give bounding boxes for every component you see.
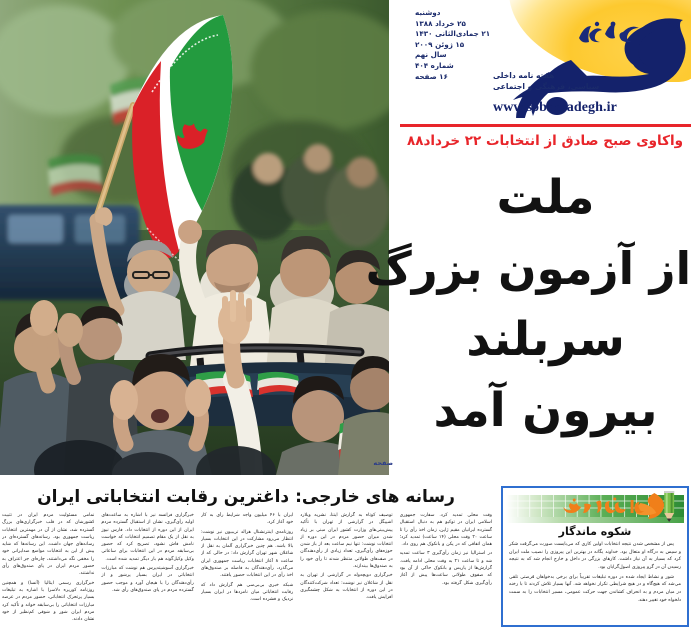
paragraph: روزنامه‌ی اینترنشنال هرالد تریبیون نیز نوشت: انتظار می‌رود مشارکت در این انتخابات بسیار بالا باشد. هم چنین خبرگزاری آلمان به نقل از شاغلان شهر تهران گزارش داد: در حالی که از ساعت ۸ آغاز انتخابات ریاست جمهوری ایران می‌گذرد، رأی‌دهندگان به فاصله بر صندوق‌های اخذ رأی در این انتخابات حضور یافتند. — [200, 529, 294, 579]
paragraph: خبرگزاری آسوشیتدپرس هم نوشت که مبارزات انتخاباتی در ایران بسیار پرشور و از رأی‌دهندگان را با هیجان آورد و موجب حضور گسترده مردم در پای صندوق‌های رأی شد. — [101, 566, 194, 593]
masthead-red-rule — [400, 124, 691, 127]
date-line-jalali: ۲۵ خرداد ۱۳۸۸ — [415, 18, 466, 28]
paragraph: خبرگزاری رسمی ایتالیا (آنسا) و همچنین روزنامه کوریره دلاسرا با اشاره به تبلیغات بسیار پرتحرک انتخاباتی، حضور مردم در عرصه مبارزات انتخاباتی را بی‌سابقه خواند و تأکید کرد مردم ایران شور و شوقی کم‌نظیر از خود نشان دادند. — [2, 580, 95, 623]
article-body-columns — [2, 512, 492, 627]
masthead — [410, 0, 691, 122]
article-column — [400, 512, 492, 627]
paragraph: خبرگزاری فرانسه نیز با اشاره به ساعت‌های اولیه رأی‌گیری، نشان از استقبال گسترده مردم ایران از این دوره از انتخابات داد. فارس نیوز به نقل از یک مقام تصمیم انتخابات که خواست نامش فاش نشود، تصریح کرد که حضور بی‌سابقه مردم در این انتخابات برای ساعاتی وکیل وکیل‌گونه هم بار دیگر تمدید شده است. — [101, 513, 194, 562]
page-count: ۱۶ صفحه — [415, 71, 448, 81]
main-headline — [365, 162, 691, 446]
editorial-banner — [506, 491, 684, 524]
paragraph: پس از مشخص شدن نتیجه انتخابات اولین کاری که می‌بایست صورت می‌گرفت شکر و سپس به درگاه او متعال بود. خداوند یگانه در بهترین این پیروزی را نصیب ملت ایران کرد که بسیار به آن نیاز داشت. کارهای بزرگی در داخل و خارج انجام شد که به نتیجه رسیدن آن در گرو پیروزی اصول‌گرایان بود. — [509, 542, 681, 570]
masthead-tagline — [493, 70, 671, 92]
date-line-gregorian: ۱۵ ژوئن ۲۰۰۹ — [415, 39, 465, 49]
paragraph: ایران با ۴۶ میلیون واجد شرایط رأی به کار خود آغاز کرد. — [200, 513, 294, 526]
article-column — [2, 512, 94, 627]
tagline-line-2: سیاسی، فرهنگی و اجتماعی — [493, 82, 600, 91]
paragraph: تمامی مسئولیت مردم ایران در تثبیت کشورشان که در قلب خبرگزاری‌های بزرگ گسترده شد، نشان از آن در مهمترین انتخابات ریاست جمهوری بود. رسانه‌های گسترده‌ای در رسانه‌های جهان داشت. این رسانه‌ها که شاید پیش از این به انتخابات مواضع ضدایرانی خود را مخفی نگه می‌داشتند، چاره‌ای جز اعتراف به حضور مردم ایران در پای صندوق‌های رأی نداشتند. — [2, 513, 95, 577]
website-url[interactable]: www.sobhesadegh.ir — [493, 100, 617, 115]
article-column — [300, 512, 392, 627]
headline-page-ref: صفحه — [373, 459, 393, 467]
secondary-headline: رسانه های خارجی: داغترین رقابت انتخاباتی ایران — [37, 487, 455, 507]
headline-line-2: از آزمون بزرگ — [365, 242, 691, 295]
red-subhead: واکاوی صبح صادق از انتخابات ۲۲ خرداد۸۸ — [407, 133, 683, 149]
paragraph: در استرالیا نیز زمان رأی‌گیری ۳ ساعت تمدید شد و تا ساعت ۲۱ به وقت محلی ادامه یافت. گزارش‌ها از پاریس و بانکوک حاکی از آن بود که صفوف طولانی ساعت‌ها پیش از آغاز رأی‌گیری شکل گرفته بود. — [399, 551, 492, 586]
article-column — [101, 512, 193, 627]
tagline-line-1: هفته نامه داخلی — [493, 71, 555, 80]
editorial-title: شکوه ماندگار — [558, 525, 632, 538]
volume-year: سال نهم — [415, 50, 447, 60]
photo-illustration — [0, 0, 389, 475]
editorial-banner-graphic — [506, 491, 684, 524]
article-column — [201, 512, 293, 627]
paragraph: وقت محلی تمدید کرد. سفارت جمهوری اسلامی ایران در توکیو هم به دنبال استقبال گسترده ایرانیان مقیم ژاپن، زمان اخذ رأی را تا ساعت ۲۰ وقت محلی (۱۴ ساعت) تمدید کرد؛ همان اتفاقی که در پکن و بانکوک هم روی داد. — [399, 513, 492, 548]
paragraph: شور و نشاط ایجاد شده در دوره تبلیغات تقریباً برای برخی بدخواهان فرصتی تلقی می‌شد که هیچ‌گاه و در هیچ شرایطی تکرار نخواهد شد. آنها بسیار تلاش کردند تا با رخنه در میان مردم و به انحراف کشاندن جهت حرکت عمومی، مسیر انتخابات را به سمت دلخواه خود تغییر دهند. — [509, 574, 681, 603]
issue-number: شماره ۴۰۴ — [415, 60, 454, 70]
paragraph: شبکه خبری بی‌بی‌سی هم گزارش داد که رقابت انتخاباتی میان نامزدها در ایران بسیار نزدیک و فشرده است. — [200, 582, 294, 603]
paragraph: خبرگزاری دویچه‌وله در گزارشی از تهران به نقل از شاغلان نیز نوشت: تعداد شرکت‌کنندگان در این دوره از انتخابات به شکل چشمگیری افزایش یافت. — [300, 573, 393, 601]
headline-line-1: ملت — [496, 170, 595, 225]
headline-line-3: سربلند — [466, 312, 625, 367]
headline-line-4: بیرون آمد — [433, 383, 658, 438]
date-line-weekday: دوشنبه — [415, 8, 441, 17]
paragraph: توصیف کوتاه به گزارش ایتنا، نشریه ویلارد اشپیگل در گزارشی از تهران با تأکید پیش‌بینی‌های وزارت کشور ایران مبنی بر زیاد شدن میزان حضور مردم در این دوره از انتخابات نوشت: تنها نیم ساعت بعد از باز شدن حوزه‌های رأی‌گیری، تعداد زیادی از رأی‌دهندگان در صف‌های طولانی منتظر شدند تا رأی خود را به صندوق‌ها بیندازند. — [300, 513, 393, 570]
date-line-hijri: ۲۱ جمادی‌الثانی ۱۴۳۰ — [415, 29, 491, 39]
editorial-body — [509, 541, 681, 604]
main-photo — [0, 0, 389, 475]
editorial-sidebar — [501, 486, 689, 627]
